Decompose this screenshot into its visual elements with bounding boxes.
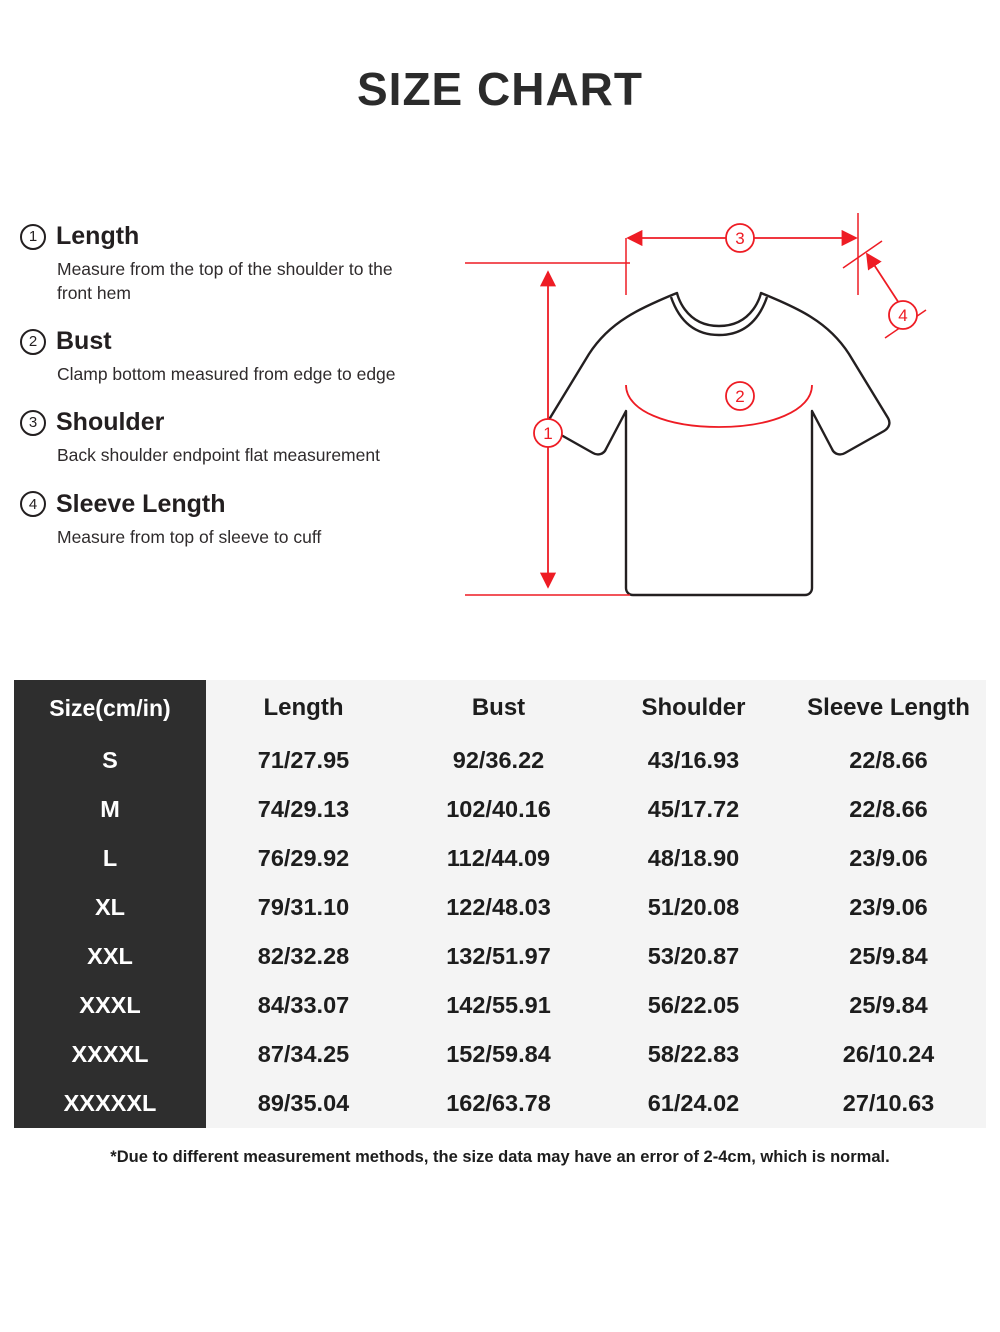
legend-head bbox=[20, 490, 420, 519]
cell-bust: 112/44.09 bbox=[401, 834, 596, 883]
svg-text:4: 4 bbox=[898, 306, 908, 325]
cell-size: XXL bbox=[14, 932, 206, 981]
cell-sleeve: 23/9.06 bbox=[791, 834, 986, 883]
size-table bbox=[14, 680, 986, 1128]
table-row bbox=[14, 1030, 986, 1079]
table-body bbox=[14, 736, 986, 1128]
legend-desc-shoulder: Back shoulder endpoint flat measurement bbox=[57, 445, 380, 466]
size-table-wrapper bbox=[14, 680, 986, 1128]
legend-desc-length: Measure from the top of the shoulder to the front hem bbox=[57, 259, 393, 304]
table-row bbox=[14, 834, 986, 883]
cell-shoulder: 58/22.83 bbox=[596, 1030, 791, 1079]
legend-item-length bbox=[20, 222, 420, 305]
cell-shoulder: 45/17.72 bbox=[596, 785, 791, 834]
col-header-length: Length bbox=[206, 680, 401, 736]
diagram-marker-3 bbox=[726, 224, 754, 252]
legend-desc-bust: Clamp bottom measured from edge to edge bbox=[57, 364, 396, 385]
cell-shoulder: 61/24.02 bbox=[596, 1079, 791, 1128]
cell-shoulder: 51/20.08 bbox=[596, 883, 791, 932]
cell-length: 76/29.92 bbox=[206, 834, 401, 883]
cell-length: 79/31.10 bbox=[206, 883, 401, 932]
legend-head bbox=[20, 408, 420, 437]
cell-bust: 102/40.16 bbox=[401, 785, 596, 834]
cell-shoulder: 48/18.90 bbox=[596, 834, 791, 883]
legend-title-bust: Bust bbox=[56, 327, 112, 356]
col-header-sleeve-length: Sleeve Length bbox=[791, 680, 986, 736]
legend-item-shoulder bbox=[20, 408, 420, 467]
legend-item-sleeve-length bbox=[20, 490, 420, 549]
svg-text:3: 3 bbox=[735, 229, 745, 248]
table-row bbox=[14, 981, 986, 1030]
cell-bust: 122/48.03 bbox=[401, 883, 596, 932]
cell-shoulder: 53/20.87 bbox=[596, 932, 791, 981]
table-row bbox=[14, 736, 986, 785]
legend-item-bust bbox=[20, 327, 420, 386]
tshirt-outline-icon bbox=[549, 293, 890, 595]
circle-number-1-icon: 1 bbox=[20, 224, 46, 250]
cell-bust: 132/51.97 bbox=[401, 932, 596, 981]
cell-length: 71/27.95 bbox=[206, 736, 401, 785]
cell-length: 74/29.13 bbox=[206, 785, 401, 834]
circle-number-4-icon: 4 bbox=[20, 491, 46, 517]
cell-bust: 142/55.91 bbox=[401, 981, 596, 1030]
measurement-note: *Due to different measurement methods, the size data may have an error of 2-4cm, which is normal. bbox=[110, 1148, 890, 1166]
col-header-size: Size(cm/in) bbox=[14, 680, 206, 736]
cell-bust: 92/36.22 bbox=[401, 736, 596, 785]
legend-head bbox=[20, 222, 420, 251]
cell-size: XL bbox=[14, 883, 206, 932]
svg-text:1: 1 bbox=[543, 424, 553, 443]
table-row bbox=[14, 932, 986, 981]
cell-shoulder: 43/16.93 bbox=[596, 736, 791, 785]
cell-length: 82/32.28 bbox=[206, 932, 401, 981]
cell-sleeve: 22/8.66 bbox=[791, 736, 986, 785]
cell-bust: 162/63.78 bbox=[401, 1079, 596, 1128]
table-header-row bbox=[14, 680, 986, 736]
cell-sleeve: 27/10.63 bbox=[791, 1079, 986, 1128]
svg-text:2: 2 bbox=[735, 387, 745, 406]
cell-sleeve: 23/9.06 bbox=[791, 883, 986, 932]
cell-sleeve: 22/8.66 bbox=[791, 785, 986, 834]
cell-sleeve: 25/9.84 bbox=[791, 932, 986, 981]
cell-length: 87/34.25 bbox=[206, 1030, 401, 1079]
legend-desc-sleeve-length: Measure from top of sleeve to cuff bbox=[57, 526, 322, 547]
cell-size: S bbox=[14, 736, 206, 785]
cell-sleeve: 26/10.24 bbox=[791, 1030, 986, 1079]
diagram-marker-1 bbox=[534, 419, 562, 447]
measurement-legend bbox=[20, 222, 420, 571]
diagram-marker-4 bbox=[889, 301, 917, 329]
cell-length: 84/33.07 bbox=[206, 981, 401, 1030]
cell-sleeve: 25/9.84 bbox=[791, 981, 986, 1030]
cell-size: L bbox=[14, 834, 206, 883]
cell-size: M bbox=[14, 785, 206, 834]
legend-title-shoulder: Shoulder bbox=[56, 408, 165, 437]
table-header bbox=[14, 680, 986, 736]
diagram-marker-2 bbox=[726, 382, 754, 410]
legend-head bbox=[20, 327, 420, 356]
table-row bbox=[14, 883, 986, 932]
col-header-bust: Bust bbox=[401, 680, 596, 736]
cell-size: XXXXL bbox=[14, 1030, 206, 1079]
table-row bbox=[14, 785, 986, 834]
tshirt-measurement-diagram bbox=[430, 175, 990, 645]
table-row bbox=[14, 1079, 986, 1128]
circle-number-2-icon: 2 bbox=[20, 329, 46, 355]
cell-size: XXXXXL bbox=[14, 1079, 206, 1128]
bust-measure-curve bbox=[626, 385, 812, 427]
cell-bust: 152/59.84 bbox=[401, 1030, 596, 1079]
col-header-shoulder: Shoulder bbox=[596, 680, 791, 736]
legend-title-length: Length bbox=[56, 222, 140, 250]
cell-size: XXXL bbox=[14, 981, 206, 1030]
circle-number-3-icon: 3 bbox=[20, 410, 46, 436]
cell-length: 89/35.04 bbox=[206, 1079, 401, 1128]
page-title: SIZE CHART bbox=[357, 63, 643, 115]
cell-shoulder: 56/22.05 bbox=[596, 981, 791, 1030]
legend-title-sleeve-length: Sleeve Length bbox=[56, 489, 226, 518]
